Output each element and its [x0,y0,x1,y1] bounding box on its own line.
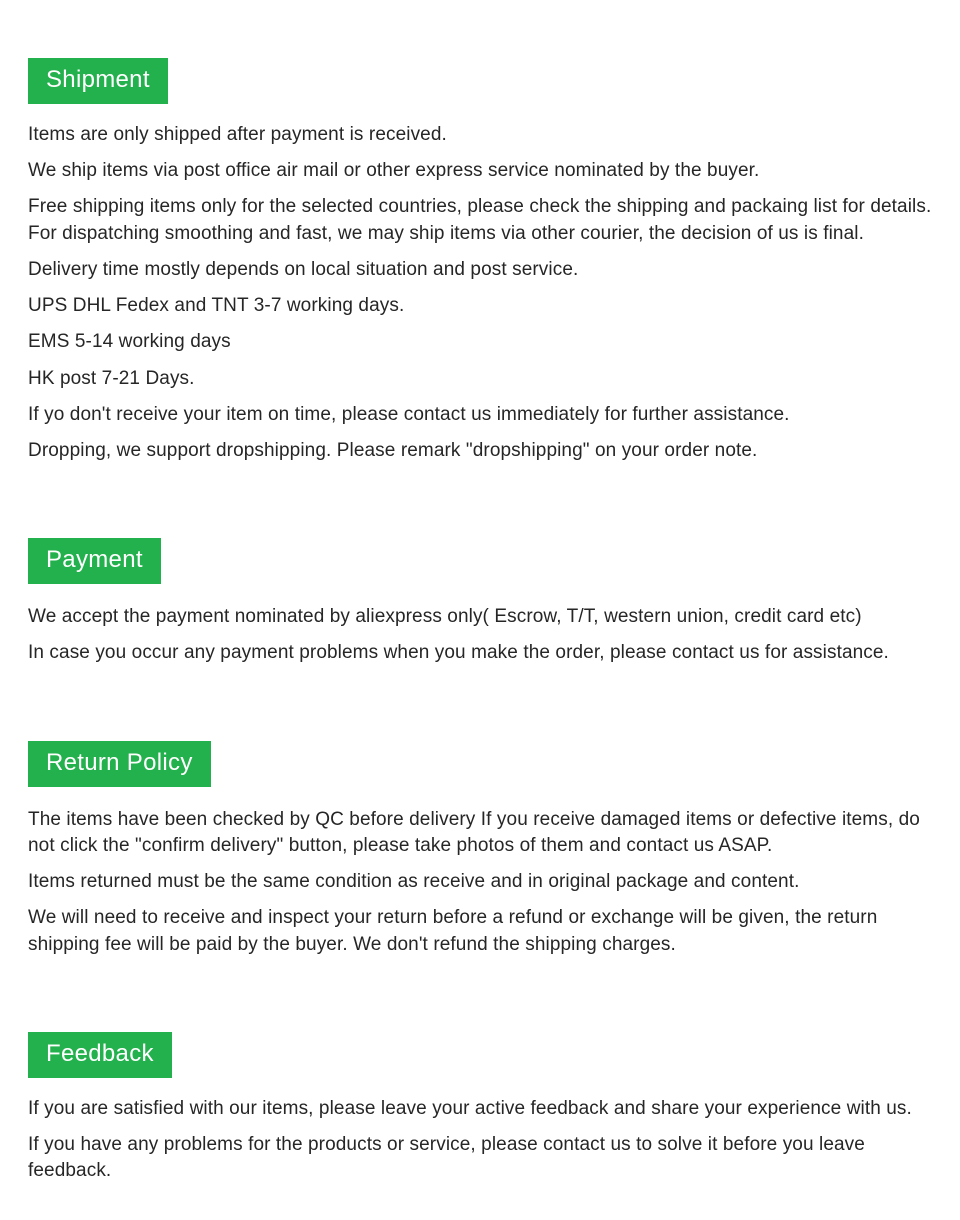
section-body-return-policy [28,807,932,958]
section-heading-shipment: Shipment [28,58,168,104]
section-body-feedback [28,1096,932,1185]
section-heading-payment: Payment [28,538,161,584]
paragraph: The items have been checked by QC before delivery If you receive damaged items or defective items, do not click the "confirm delivery" button, please take photos of them and contact us ASAP. [28,808,920,856]
paragraph: Free shipping items only for the selected countries, please check the shipping and packaing list for details. For dispatching smoothing and fast, we may ship items via other courier, the decision of us is final. [28,196,932,244]
section-shipment [28,0,932,464]
paragraph: Dropping, we support dropshipping. Please remark "dropshipping" on your order note. [28,439,758,461]
section-return-policy [28,667,932,958]
paragraph: HK post 7-21 Days. [28,367,195,389]
paragraph: In case you occur any payment problems when you make the order, please contact us for assistance. [28,642,889,664]
paragraph: We ship items via post office air mail or other express service nominated by the buyer. [28,160,760,182]
paragraph: EMS 5-14 working days [28,331,231,353]
paragraph: Items returned must be the same condition as receive and in original package and content. [28,871,800,893]
section-body-shipment [28,122,932,464]
section-payment [28,464,932,666]
paragraph: Delivery time mostly depends on local situation and post service. [28,258,579,280]
paragraph: Items are only shipped after payment is received. [28,124,447,145]
section-body-payment [28,604,932,666]
paragraph: We accept the payment nominated by aliexpress only( Escrow, T/T, western union, credit card etc) [28,606,862,628]
paragraph: If yo don't receive your item on time, please contact us immediately for further assistance. [28,403,790,425]
section-feedback [28,958,932,1185]
paragraph: UPS DHL Fedex and TNT 3-7 working days. [28,295,405,317]
paragraph: If you are satisfied with our items, please leave your active feedback and share your experience with us. [28,1097,912,1119]
section-heading-return-policy: Return Policy [28,741,211,787]
section-heading-feedback: Feedback [28,1032,172,1078]
paragraph: We will need to receive and inspect your return before a refund or exchange will be given, the return shipping fee will be paid by the buyer. We don't refund the shipping charges. [28,907,878,955]
paragraph: If you have any problems for the products or service, please contact us to solve it before you leave feedback. [28,1133,865,1182]
